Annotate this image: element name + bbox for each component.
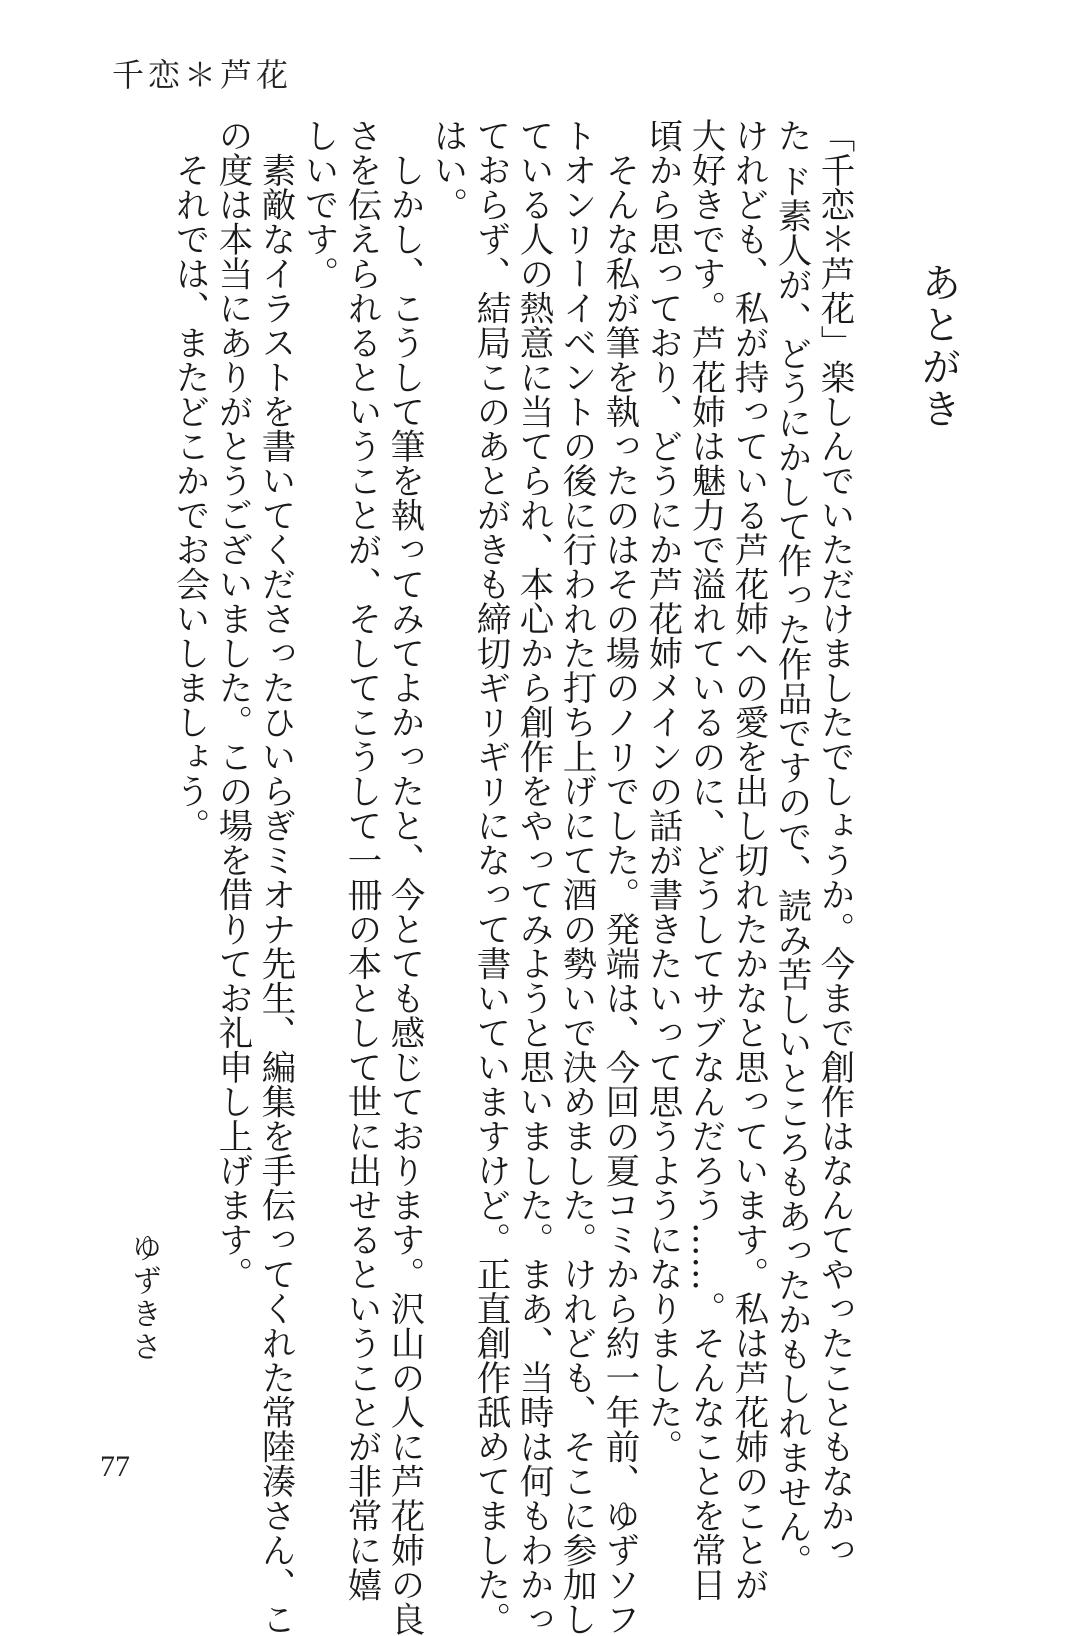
body-line: 大好きです。芦花姉は魅力で溢れているのに、どうしてサブなんだろう……。そんなことを常日 <box>685 118 725 1602</box>
page-title: あとがき <box>915 262 961 430</box>
body-line: しいです。 <box>298 118 338 291</box>
body-line: そんな私が筆を執ったのはその場のノリでした。発端は、今回の夏コミから約一年前、ゆずソフ <box>599 118 639 1636</box>
body-line: の度は本当にありがとうございました。この場を借りてお礼申し上げます。 <box>212 118 252 1291</box>
body-line: た ド素人が、どうにかして作った作品ですので、読み苦しいところもあったかもしれません。 <box>771 118 811 1578</box>
running-header: 千恋＊芦花 <box>112 56 293 94</box>
body-line: ておらず、結局このあとがきも締切ギリギリになって書いていますけど。正直創作舐めてました。 <box>470 118 510 1636</box>
body-line: 「千恋＊芦花」楽しんでいただけましたでしょうか。今まで創作はなんてやったこともなかっ <box>814 118 854 1567</box>
afterword-body <box>169 118 855 1636</box>
body-line: けれども、私が持っている芦花姉への愛を出し切れたかなと思っています。私は芦花姉のことが <box>728 118 768 1602</box>
body-line: 素敵なイラストを書いてくださったひいらぎミオナ先生、編集を手伝ってくれた常陸湊さん、こ <box>255 118 295 1636</box>
body-line: さを伝えられるということが、そしてこうして一冊の本として世に出せるということが非常に嬉 <box>341 118 381 1602</box>
page-number: 77 <box>100 1450 130 1483</box>
body-line: はい。 <box>427 118 467 222</box>
body-line: ている人の熱意に当てられ、本心から創作をやってみようと思いました。まあ、当時は何もわかっ <box>513 118 553 1636</box>
body-line: トオンリーイベントの後に行われた打ち上げにて酒の勢いで決めました。けれども、そこに参加し <box>556 118 596 1636</box>
author-signature: ゆずきさ <box>126 1232 161 1364</box>
body-line: それでは、またどこかでお会いしましょう。 <box>169 118 209 843</box>
body-line: 頃から思っており、どうにか芦花姉メインの話が書きたいって思うようになりました。 <box>642 118 682 1464</box>
body-line: しかし、こうして筆を執ってみてよかったと、今とても感じております。沢山の人に芦花姉の良 <box>384 118 424 1636</box>
